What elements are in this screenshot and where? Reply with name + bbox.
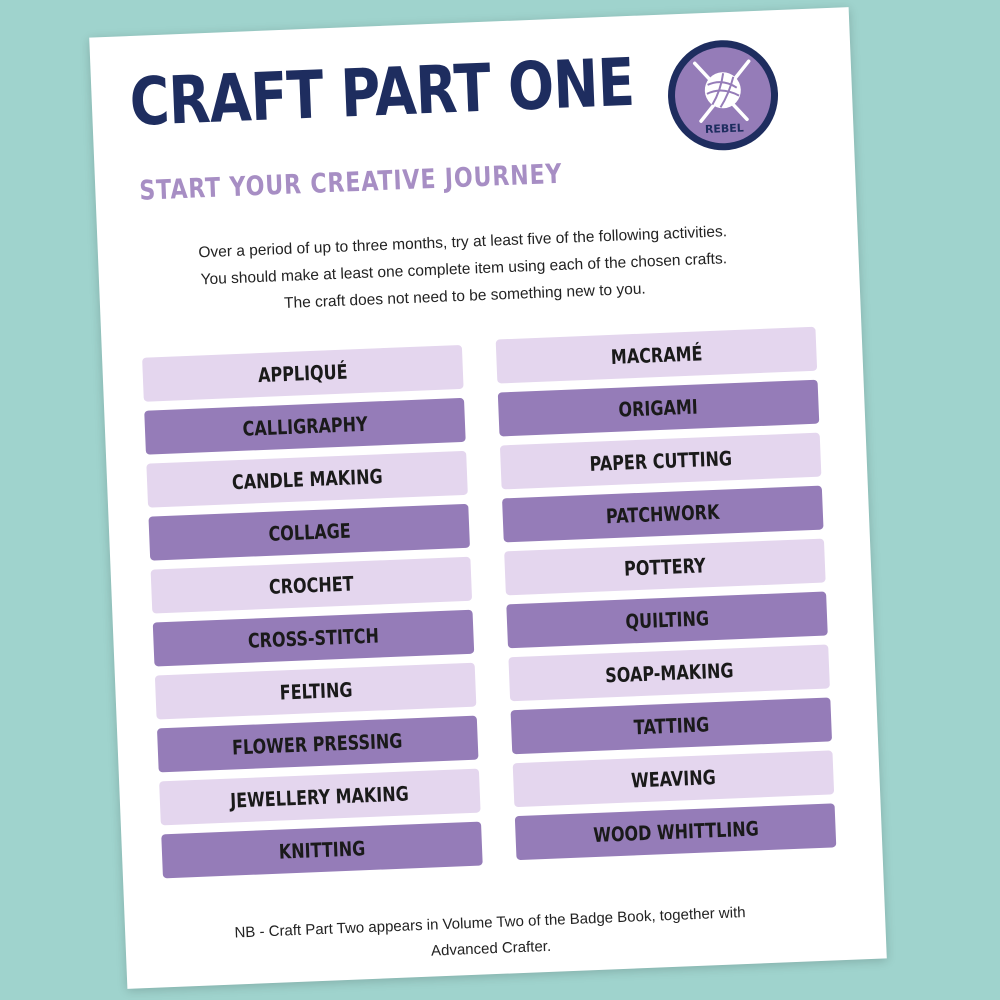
craft-item-candle-making: CANDLE MAKING	[146, 451, 468, 508]
craft-list-left	[142, 345, 483, 887]
craft-item-cross-stitch: CROSS-STITCH	[153, 610, 475, 667]
intro-line: Over a period of up to three months, try at least five of the following activities.	[198, 223, 728, 262]
craft-item-soap-making: SOAP-MAKING	[508, 644, 830, 701]
rebel-badge	[664, 36, 782, 154]
craft-item-paper-cutting: PAPER CUTTING	[500, 433, 822, 490]
footnote-line: Advanced Crafter.	[430, 937, 552, 960]
page-subtitle: START YOUR CREATIVE JOURNEY	[138, 158, 563, 207]
craft-item-felting: FELTING	[155, 663, 477, 720]
craft-item-crochet: CROCHET	[151, 557, 473, 614]
craft-item-origami: ORIGAMI	[498, 380, 820, 437]
intro-text	[137, 216, 790, 323]
page-title: CRAFT PART ONE	[128, 43, 636, 142]
badge-label: REBEL	[704, 121, 745, 136]
footnote	[165, 897, 817, 975]
craft-item-wood-whittling: WOOD WHITTLING	[515, 803, 837, 860]
craft-item-collage: COLLAGE	[148, 504, 470, 561]
craft-list-right	[496, 327, 837, 869]
craft-item-pottery: POTTERY	[504, 539, 826, 596]
intro-line: The craft does not need to be something new to you.	[283, 280, 647, 313]
craft-item-tatting: TATTING	[511, 697, 833, 754]
craft-item-patchwork: PATCHWORK	[502, 486, 824, 543]
craft-item-calligraphy: CALLIGRAPHY	[144, 398, 466, 455]
craft-item-knitting: KNITTING	[161, 822, 483, 879]
craft-item-weaving: WEAVING	[513, 750, 835, 807]
craft-item-jewellery-making: JEWELLERY MAKING	[159, 769, 481, 826]
badge-page	[89, 7, 887, 989]
craft-item-applique: APPLIQUÉ	[142, 345, 464, 402]
footnote-line: NB - Craft Part Two appears in Volume Two of the Badge Book, together with	[234, 904, 746, 942]
craft-item-quilting: QUILTING	[506, 592, 828, 649]
intro-line: You should make at least one complete item using each of the chosen crafts.	[200, 250, 728, 289]
craft-item-flower-pressing: FLOWER PRESSING	[157, 716, 479, 773]
craft-item-macrame: MACRAMÉ	[496, 327, 818, 384]
